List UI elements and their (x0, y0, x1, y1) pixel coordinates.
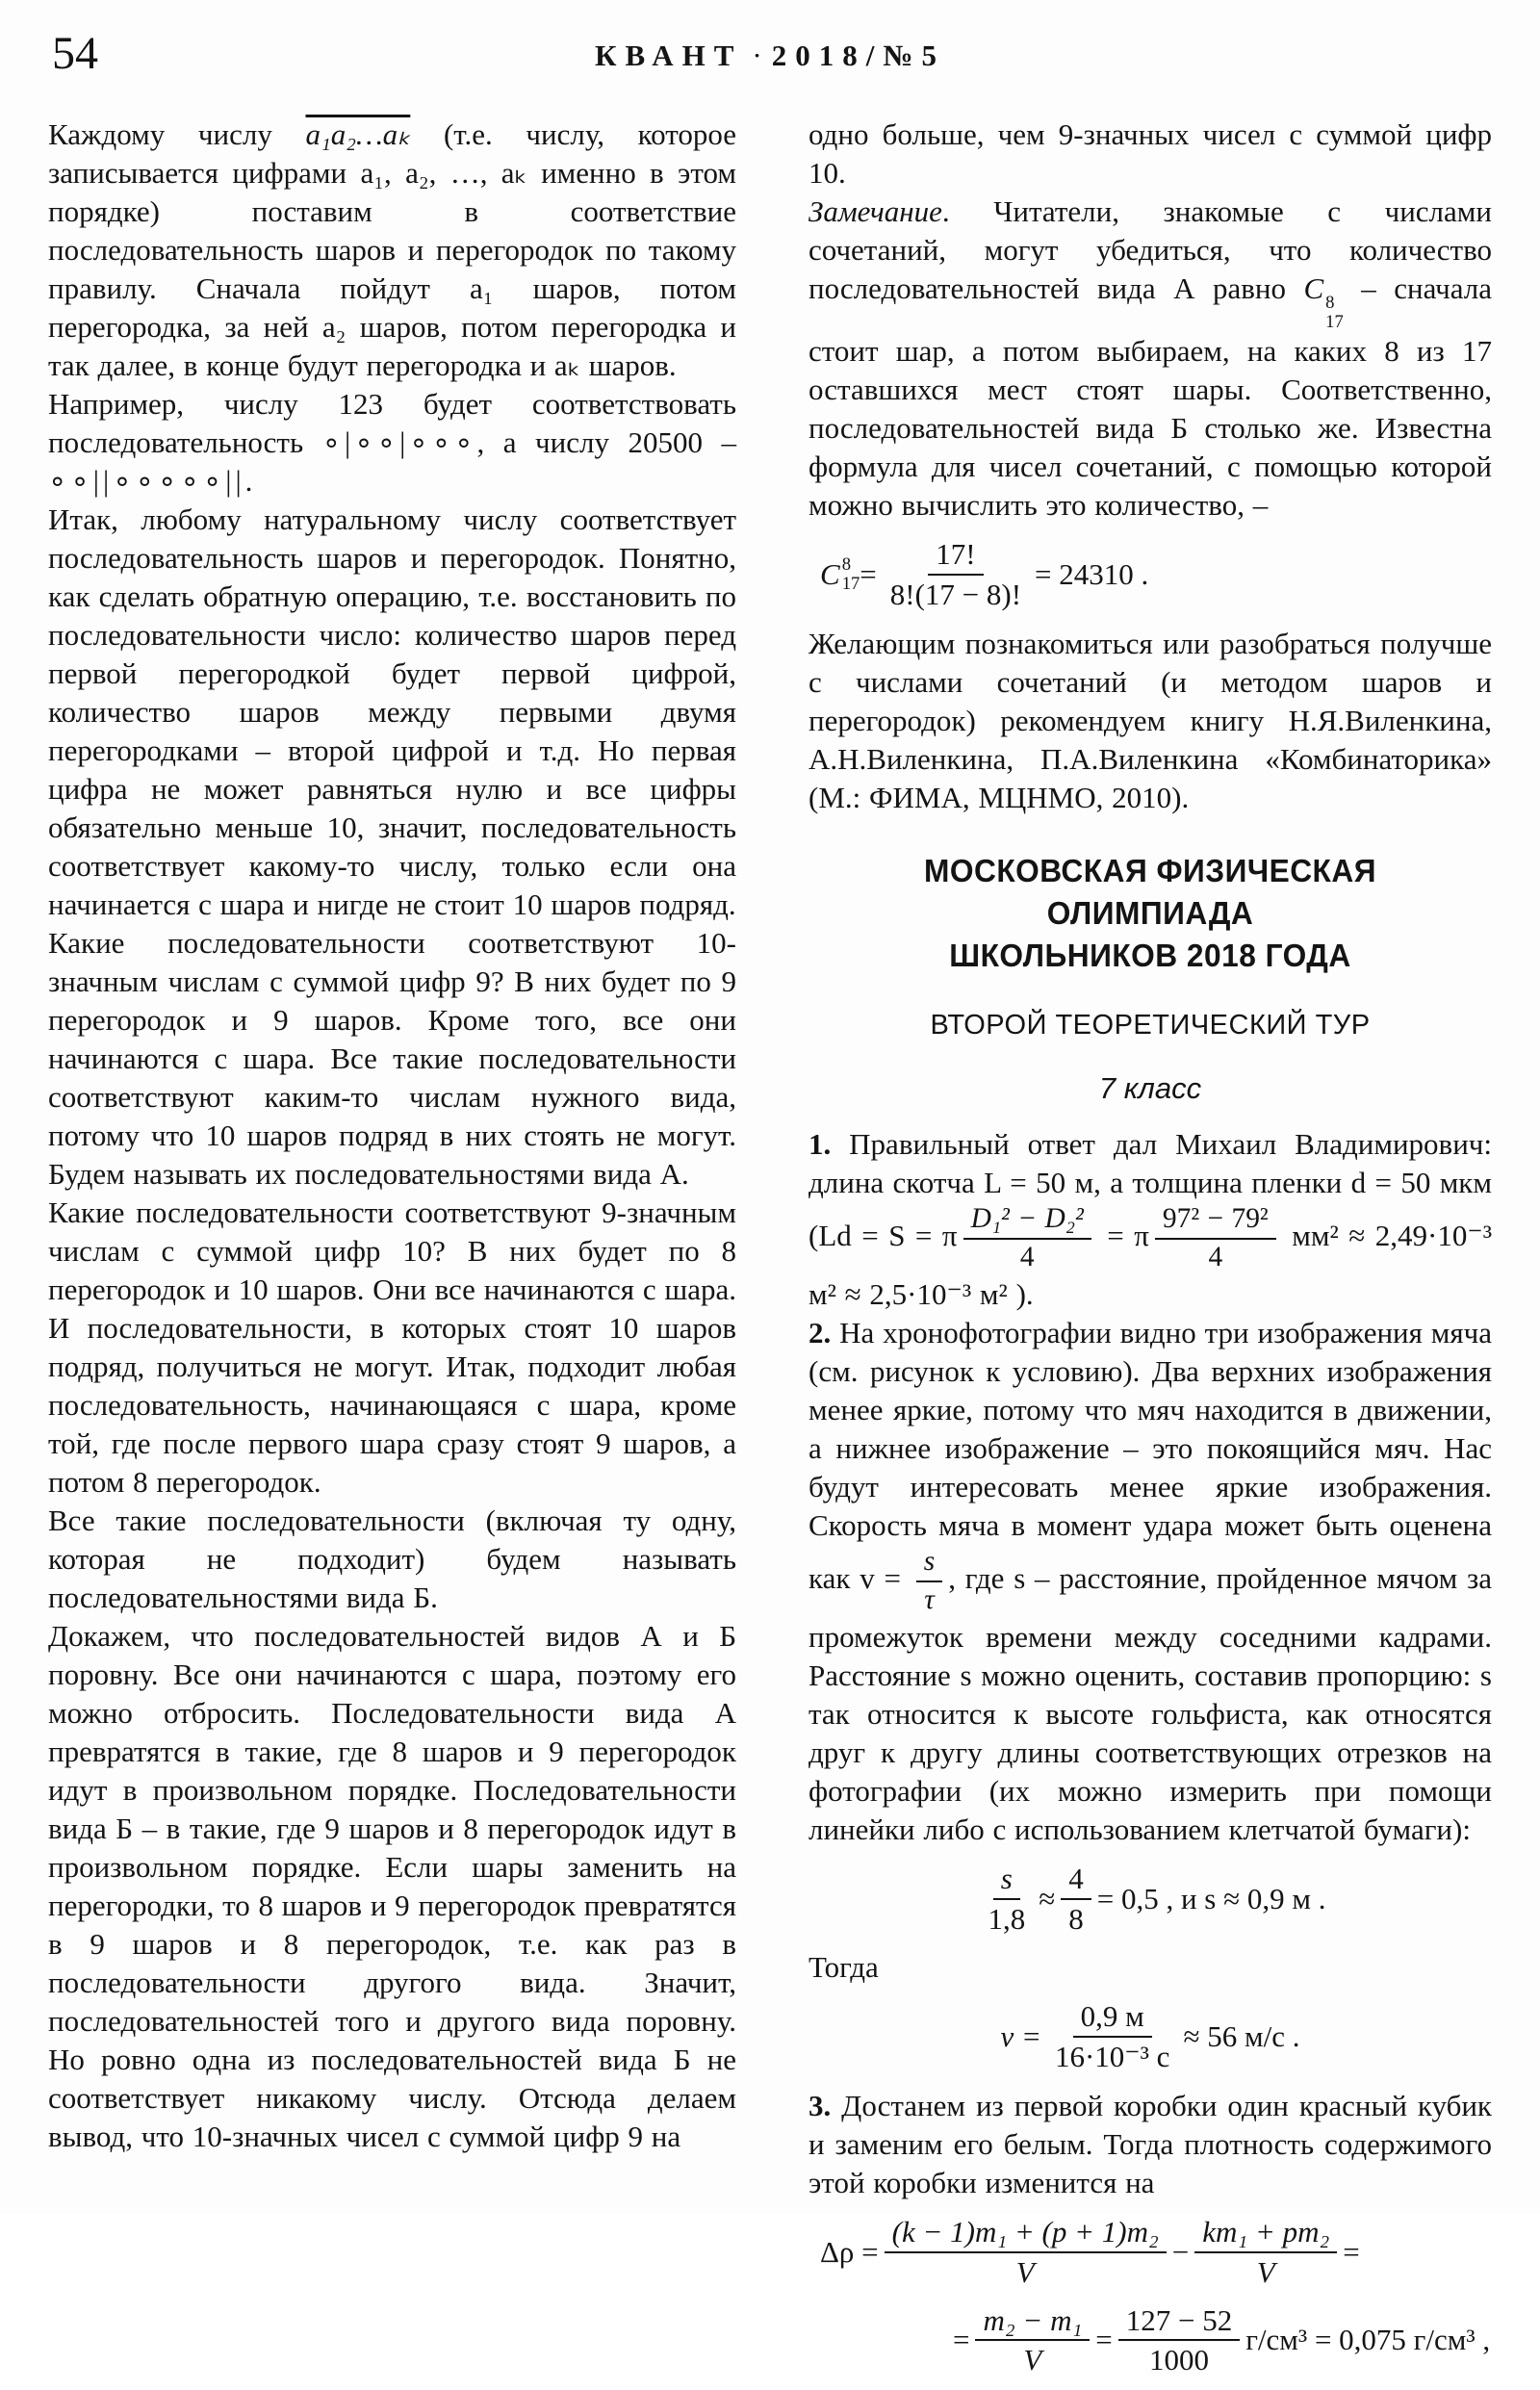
combination-symbol-inline (1303, 271, 1344, 333)
combination-superscript: 8 (841, 554, 851, 576)
factorial-fraction (883, 536, 1029, 613)
page-header (48, 25, 1492, 92)
olympiad-heading (822, 850, 1478, 977)
s-over-height-fraction (980, 1861, 1033, 1938)
paragraph-text: (т.е. числу, которое записывается цифрами a₁, a₂, …, aₖ именно в этом порядке) поставим в соответствие последовательность шаров и перегородок по такому правилу. Сначала пойдут a₁ шаров, потом перегородка, за ней a₂ шаров, потом перегородка и так далее, в конце будут перегородка и aₖ шаров. (48, 117, 737, 382)
combination-sup-sub (842, 555, 860, 594)
equals-sign: = (1095, 2323, 1113, 2357)
paragraph-text: мм² ≈ 2,49·10⁻³ м² ≈ 2,5·10⁻³ м² ). (808, 1219, 1492, 1311)
paragraph-text: Правильный ответ дал Михаил Владимирович: длина скотча L = 50 м, а толщина пленки d = 50 мкм (Ld = S = π (808, 1127, 1492, 1253)
combination-superscript: 8 (1325, 293, 1335, 314)
then-word: Тогда (808, 1950, 879, 1985)
combination-sup-sub (1325, 294, 1344, 332)
paragraph-text: Достанем из первой коробки один красный кубик и заменим его белым. Тогда плотность содержимого этой коробки изменится на (808, 2088, 1492, 2199)
segments-fraction (1061, 1861, 1091, 1938)
fraction-numerator: m₂ − m₁ (975, 2302, 1090, 2342)
fraction-numerator: s (916, 1545, 942, 1582)
balls-bars-sequence-123: ∘|∘∘|∘∘∘ (321, 425, 477, 459)
density-formula-line1 (808, 2214, 1492, 2291)
paragraph-book-recommendation: Желающим познакомиться или разобраться получше с числами сочетаний (и методом шаров и перегородок) рекомендуем книгу Н.Я.Виленкина, А.Н.Виленкина, П.А.Виленкина «Комбинаторика» (М.: ФИМА, МЦНМО, 2010). (808, 627, 1492, 814)
speed-fraction (916, 1545, 942, 1618)
velocity-symbol: v = (1000, 2019, 1041, 2054)
fraction-numerator: 0,9 м (1073, 1998, 1152, 2038)
paragraph-type-b-sequences: Какие последовательности соответствуют 9-значным числам с суммой цифр 10? В них будет по 8 перегородок и 10 шаров. Они все начинаются с шара. И последовательности, в которых стоят 10 шаров подряд, получиться не могут. Итак, подходит любая последовательность, начинающаяся с шара, кроме той, где после первого шара сразу стоят 9 шаров, а потом 8 перегородок. (48, 1195, 736, 1499)
formula-result: = 0,5 , и s ≈ 0,9 м . (1096, 1881, 1326, 1915)
paragraph-text: . (244, 464, 253, 498)
paragraph-text: На хронофотографии видно три изображения мяча (см. рисунок к условию). Два верхних изображения менее яркие, потому что мяч находится в движении, а нижнее изображение – это покоящийся мяч. Нас будут интересовать менее яркие изображения. Скорость мяча в момент удара может быть оценена как v = (808, 1315, 1492, 1595)
paragraph-text: Например, числу 123 будет соответствовать последовательность (48, 387, 736, 459)
problem-2-solution (808, 1314, 1492, 1849)
fraction-numerator: 17! (928, 536, 983, 576)
distance-time-fraction (1047, 1998, 1178, 2075)
fraction-denominator: τ (924, 1583, 935, 1615)
page-number: 54 (52, 28, 98, 79)
problem-1-solution (808, 1125, 1492, 1314)
fraction-denominator: 1,8 (988, 1901, 1026, 1936)
overlined-number-notation: a₁a₂…aₖ (305, 117, 411, 151)
two-column-layout (48, 116, 1492, 2390)
velocity-formula (808, 1998, 1492, 2075)
olympiad-heading-line2: ШКОЛЬНИКОВ 2018 ГОДА (949, 938, 1351, 973)
mass-fraction-2 (1194, 2214, 1337, 2291)
paragraph-text: , где s – расстояние, пройденное мячом за промежуток времени между соседними кадрами. Расстояние s можно оценить, составив пропорцию: s так относится к высоте гольфиста, как относятся друг к другу длины соответствующих отрезков на фотографии (их можно измерить при помощи линейки либо с использованием клетчатой бумаги): (808, 1560, 1492, 1846)
fraction-denominator: 8!(17 − 8)! (889, 578, 1022, 612)
paragraph-type-b-definition: Все такие последовательности (включая ту одну, которая не подходит) будем называть последовательностями вида Б. (48, 1503, 736, 1614)
mass-fraction-1 (885, 2214, 1167, 2291)
combination-base: C (820, 557, 840, 592)
fraction-denominator: 4 (1019, 1241, 1035, 1272)
olympiad-heading-line1: МОСКОВСКАЯ ФИЗИЧЕСКАЯ ОЛИМПИАДА (923, 853, 1376, 931)
round-heading: ВТОРОЙ ТЕОРЕТИЧЕСКИЙ ТУР (930, 1010, 1371, 1041)
paragraph-text: = π (1096, 1219, 1149, 1253)
remark-lead: Замечание (808, 194, 942, 228)
problem-3-solution (808, 2087, 1492, 2202)
paragraph-type-a-sequences: Какие последовательности соответствуют 10-значным числам с суммой цифр 9? В них будет по 9 перегородок и 9 шаров. Кроме того, все они начинаются с шара. Все такие последовательности соответствуют каким-то числам нужного вида, потому что 10 шаров подряд в них стоять не могут. Будем называть их последовательностями вида А. (48, 926, 736, 1191)
fraction-denominator: 1000 (1148, 2343, 1209, 2377)
fraction-denominator: V (1256, 2254, 1275, 2289)
paragraph-text: . Читатели, знакомые с числами сочетаний, могут убедиться, что количество последовательностей вида А равно (808, 194, 1492, 305)
numbers-fraction (1155, 1202, 1276, 1275)
fraction-numerator: s (993, 1861, 1020, 1900)
fraction-numerator: 4 (1061, 1861, 1091, 1900)
problem-number: 2. (808, 1315, 832, 1349)
problem-number: 3. (808, 2088, 832, 2122)
paragraph-example-123 (48, 385, 736, 501)
density-formula-line2 (808, 2302, 1492, 2379)
right-column (808, 116, 1492, 2390)
combination-subscript: 17 (841, 574, 860, 595)
fraction-denominator: V (1023, 2343, 1042, 2377)
left-column (48, 116, 736, 2390)
grade-heading: 7 класс (1098, 1071, 1202, 1105)
masthead-separator: · (752, 39, 762, 72)
equals-sign: = (1343, 2234, 1360, 2269)
fraction-denominator: 4 (1208, 1241, 1223, 1272)
combinations-count-formula (808, 536, 1492, 613)
fraction-numerator: D₁² − D₂² (963, 1202, 1091, 1240)
fraction-numerator: 127 − 52 (1118, 2302, 1240, 2342)
equals-sign: = (953, 2323, 970, 2357)
journal-masthead (48, 25, 1492, 73)
equals-sign: = (860, 557, 877, 592)
fraction-numerator: (k − 1)m₁ + (p + 1)m₂ (885, 2214, 1167, 2253)
formula-result: г/см³ = 0,075 г/см³ , (1245, 2323, 1491, 2357)
fraction-denominator: V (1015, 2254, 1035, 2289)
diameters-fraction (963, 1202, 1091, 1275)
proportion-formula (808, 1861, 1492, 1938)
paragraph-text: , а числу 20500 – (476, 425, 737, 459)
paragraph-conclusion: одно больше, чем 9-значных чисел с суммой цифр 10. (808, 117, 1492, 190)
paragraph-inverse-operation: Итак, любому натуральному числу соответствует последовательность шаров и перегородок. Понятно, как сделать обратную операцию, т.е. восстановить по последовательности число: количество шаров перед первой перегородкой будет первой цифрой, количество шаров между первыми двумя перегородками – второй цифрой и т.д. Но первая цифра не может равняться нулю и все цифры обязательно меньше 10, значит, последовательность соответствует какому-то числу, только если она начинается с шара и нигде не стоит 10 шаров подряд. (48, 502, 736, 921)
problem-number: 1. (808, 1127, 832, 1161)
formula-result: ≈ 56 м/с . (1183, 2019, 1300, 2054)
formula-result: = 24310 . (1035, 557, 1149, 592)
paragraph-text: Каждому числу (48, 117, 306, 151)
approx-sign: ≈ (1039, 1881, 1056, 1915)
fraction-numerator: 97² − 79² (1155, 1202, 1276, 1240)
paragraph-number-mapping (48, 116, 736, 385)
mass-difference-fraction (975, 2302, 1090, 2379)
minus-sign: − (1171, 2234, 1190, 2269)
balls-bars-sequence-20500: ∘∘||∘∘∘∘∘|| (48, 464, 245, 498)
journal-title: КВАНТ (595, 39, 743, 72)
delta-rho-symbol: Δρ = (820, 2234, 879, 2269)
paragraph-text: – сначала стоит шар, а потом выбираем, на каких 8 из 17 оставшихся мест стоят шары. Соответственно, последовательностей вида Б столько же. Известна формула для чисел сочетаний, с помощью которой можно вычислить это количество, – (808, 271, 1492, 523)
paragraph-remark (808, 193, 1492, 525)
issue-label: 2018/№5 (771, 39, 945, 72)
fraction-numerator: km₁ + pm₂ (1194, 2214, 1337, 2253)
fraction-denominator: 8 (1068, 1901, 1084, 1936)
combination-subscript: 17 (1325, 312, 1344, 333)
fraction-denominator: 16·10⁻³ с (1054, 2040, 1170, 2074)
paragraph-proof-equal-counts: Докажем, что последовательностей видов А и Б поровну. Все они начинаются с шара, поэтому его можно отбросить. Последовательности вида А превратятся в такие, где 8 шаров и 9 перегородок идут в произвольном порядке. Последовательности вида Б – в такие, где 9 шаров и 8 перегородок идут в произвольном порядке. Если шары заменить на перегородки, то 8 шаров и 9 перегородок превратятся в 9 шаров и 8 перегородок, т.е. как раз в последовательности другого вида. Значит, последовательностей того и другого вида поровну. Но ровно одна из последовательностей вида Б не соответствует никакому числу. Отсюда делаем вывод, что 10-значных чисел с суммой цифр 9 на (48, 1619, 736, 2153)
numeric-fraction (1118, 2302, 1240, 2379)
combination-base: C (1303, 271, 1324, 305)
